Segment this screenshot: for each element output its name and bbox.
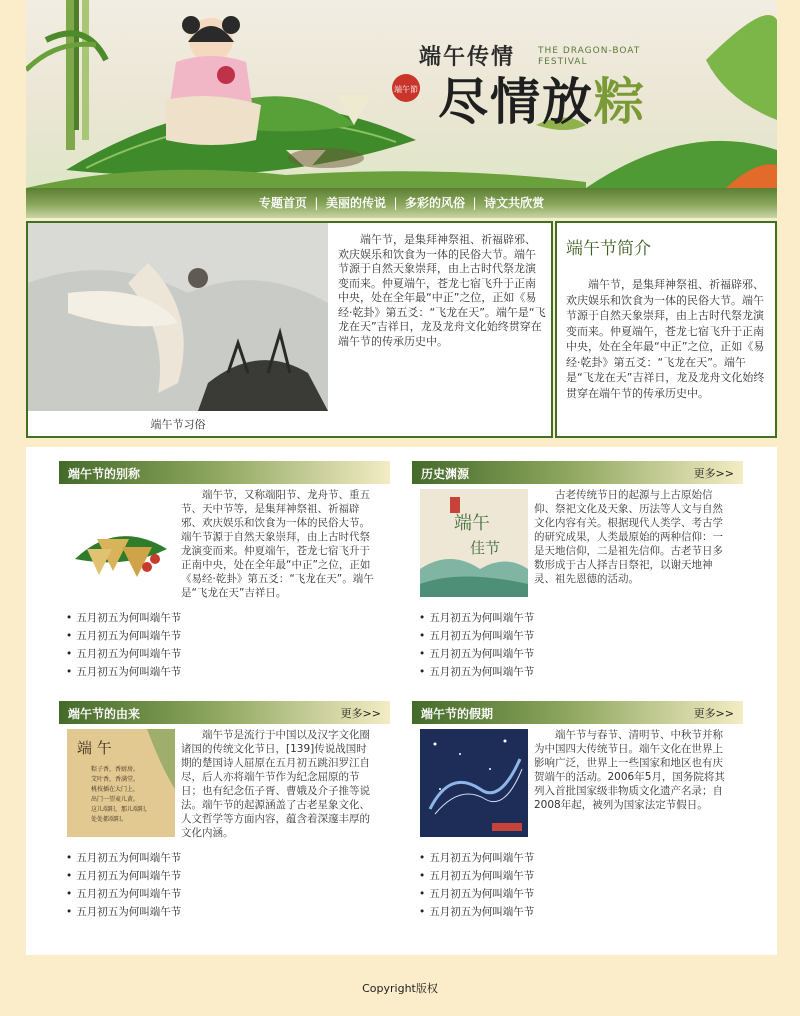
block-text: 端午节是流行于中国以及汉字文化圈诸国的传统文化节日，[139]传说战国时期的楚国诗人屈原在五月初五跳汨罗江自尽，后人亦将端午节作为纪念屈原的节日；也有纪念伍子胥、曹娥及介子推等说法。端午节的起源涵盖了古老星象文化、人文哲学等方面内容，蕴含着深邃丰厚的文化内涵。	[181, 729, 370, 839]
block-body	[412, 484, 743, 609]
list-item[interactable]: • 五月初五为何叫端午节	[66, 609, 390, 627]
list-item[interactable]: • 五月初五为何叫端午节	[419, 609, 743, 627]
thumb-stamp-right: 佳节	[470, 539, 501, 557]
list-item[interactable]: • 五月初五为何叫端午节	[66, 849, 390, 867]
list-item[interactable]: • 五月初五为何叫端午节	[419, 849, 743, 867]
intro-side-title: 端午节简介	[566, 239, 651, 259]
block-title: 端午节的假期	[421, 707, 494, 721]
block-body	[412, 724, 743, 849]
block-text: 端午节与春节、清明节、中秋节并称为中国四大传统节日。端午文化在世界上影响广泛，世界上一些国家和地区也有庆贺端午的活动。2006年5月，国务院将其列入首批国家级非物质文化遗产名录；自2008年起，被列为国家法定节假日。	[534, 729, 725, 811]
banner-slogan	[438, 62, 646, 134]
intro-text: 端午节，是集拜神祭祖、祈福辟邪、欢庆娱乐和饮食为一体的民俗大节。端午节源于自然天象崇拜，由上古时代祭龙演变而来。仲夏端午，苍龙七宿飞升于正南中央，处在全年最“中正”之位，正如《易经·乾卦》第五爻：“飞龙在天”。端午是“飞龙在天”吉祥日，龙及龙舟文化始终贯穿在端午节的传承历史中。	[338, 233, 546, 348]
article-list	[412, 849, 743, 921]
block-text: 古老传统节日的起源与上古原始信仰、祭祀文化及天象、历法等人文与自然文化内容有关。根据现代人类学、考古学的研究成果，人类最原始的两种信仰：一是天地信仰，二是祖先信仰。古老节日多数形成于古人择吉日祭祀，以谢天地神灵、祖先恩德的活动。	[534, 489, 723, 585]
article-list	[412, 609, 743, 681]
block-text: 端午节，又称端阳节、龙舟节、重五节、天中节等，是集拜神祭祖、祈福辟邪、欢庆娱乐和饮食为一体的民俗大节。端午节源于自然天象崇拜，由上古时代祭龙演变而来。仲夏端午，苍龙七宿飞升于正南中央，处在全年最“中正”之位，正如《易经·乾卦》第五爻：“飞龙在天”。端午是“飞龙在天”吉祥日。	[181, 489, 374, 599]
banner-slogan-zong: 粽	[594, 72, 646, 131]
article-list	[59, 609, 390, 681]
nav-item-poems[interactable]: 诗文共欣赏	[484, 196, 545, 210]
list-item[interactable]: • 五月初五为何叫端午节	[419, 645, 743, 663]
intro-side-panel	[555, 221, 777, 438]
block-title: 端午节的由来	[68, 707, 141, 721]
thumb-festival-poster[interactable]	[420, 489, 528, 597]
intro-panel	[26, 221, 553, 438]
list-item[interactable]: • 五月初五为何叫端午节	[419, 867, 743, 885]
more-link[interactable]: 更多>>	[693, 467, 734, 480]
block-body	[59, 724, 390, 849]
banner-illustration	[26, 0, 777, 188]
thumb-poem[interactable]	[67, 729, 175, 837]
more-link[interactable]: 更多>>	[693, 707, 734, 720]
intro-side-text: 端午节，是集拜神祭祖、祈福辟邪、欢庆娱乐和饮食为一体的民俗大节。端午节源于自然天象崇拜，由上古时代祭龙演变而来。仲夏端午，苍龙七宿飞升于正南中央，处在全年最“中正”之位，正如《易经·乾卦》第五爻：“飞龙在天”。端午是“飞龙在天”吉祥日，龙及龙舟文化始终贯穿在端午节的传承历史中。	[566, 278, 765, 400]
thumb-poem-line: 桃枝插在大门上，	[91, 786, 140, 793]
content-panel	[26, 447, 777, 955]
list-item[interactable]: • 五月初五为何叫端午节	[419, 627, 743, 645]
banner-title: 端午传情	[419, 44, 516, 70]
banner-english-line1: THE DRAGON-BOAT	[538, 46, 641, 56]
list-item[interactable]: • 五月初五为何叫端午节	[419, 903, 743, 921]
block-header	[59, 701, 390, 724]
nav-item-customs[interactable]: 多彩的风俗	[405, 196, 466, 210]
main-nav	[26, 188, 777, 218]
block-header	[412, 461, 743, 484]
list-item[interactable]: • 五月初五为何叫端午节	[66, 885, 390, 903]
intro-image[interactable]	[28, 223, 328, 411]
list-item[interactable]: • 五月初五为何叫端午节	[66, 627, 390, 645]
intro-image-caption: 端午节习俗	[150, 418, 206, 431]
header-banner	[26, 0, 777, 188]
thumb-poem-title: 端 午	[77, 739, 112, 757]
nav-item-legend[interactable]: 美丽的传说	[325, 196, 386, 210]
article-list	[59, 849, 390, 921]
list-item[interactable]: • 五月初五为何叫端午节	[66, 645, 390, 663]
block-title: 端午节的别称	[68, 467, 141, 481]
banner-english-line2: FESTIVAL	[538, 57, 588, 67]
thumb-poem-line: 这儿端阳，那儿端阳，	[91, 806, 152, 813]
nav-separator: |	[393, 196, 398, 210]
thumb-poem-line: 出门一望麦儿黄。	[91, 796, 140, 803]
block-origin	[59, 701, 390, 921]
nav-item-home[interactable]: 专题首页	[258, 196, 307, 210]
banner-slogan-main: 尽情放	[438, 72, 594, 131]
thumb-poem-line: 艾叶香，香满堂。	[91, 776, 140, 783]
list-item[interactable]: • 五月初五为何叫端午节	[419, 885, 743, 903]
block-header	[412, 701, 743, 724]
thumb-stamp-left: 端午	[454, 513, 490, 534]
list-item[interactable]: • 五月初五为何叫端午节	[66, 903, 390, 921]
thumb-zongzi[interactable]	[67, 489, 175, 597]
nav-separator: |	[472, 196, 477, 210]
list-item[interactable]: • 五月初五为何叫端午节	[66, 867, 390, 885]
thumb-dragon-stars[interactable]	[420, 729, 528, 837]
block-body	[59, 484, 390, 609]
banner-seal: 端午節	[394, 85, 418, 94]
more-link[interactable]: 更多>>	[340, 707, 381, 720]
thumb-poem-line: 粽子香，香厨房。	[91, 766, 140, 773]
nav-separator: |	[314, 196, 319, 210]
block-header	[59, 461, 390, 484]
block-holiday	[412, 701, 743, 921]
thumb-poem-line: 处处都端阳。	[91, 816, 128, 823]
list-item[interactable]: • 五月初五为何叫端午节	[66, 663, 390, 681]
block-history	[412, 461, 743, 681]
footer-copyright: Copyright版权	[362, 982, 438, 995]
block-title: 历史渊源	[421, 467, 470, 481]
block-aliases	[59, 461, 390, 681]
list-item[interactable]: • 五月初五为何叫端午节	[419, 663, 743, 681]
intro-section	[26, 221, 777, 438]
